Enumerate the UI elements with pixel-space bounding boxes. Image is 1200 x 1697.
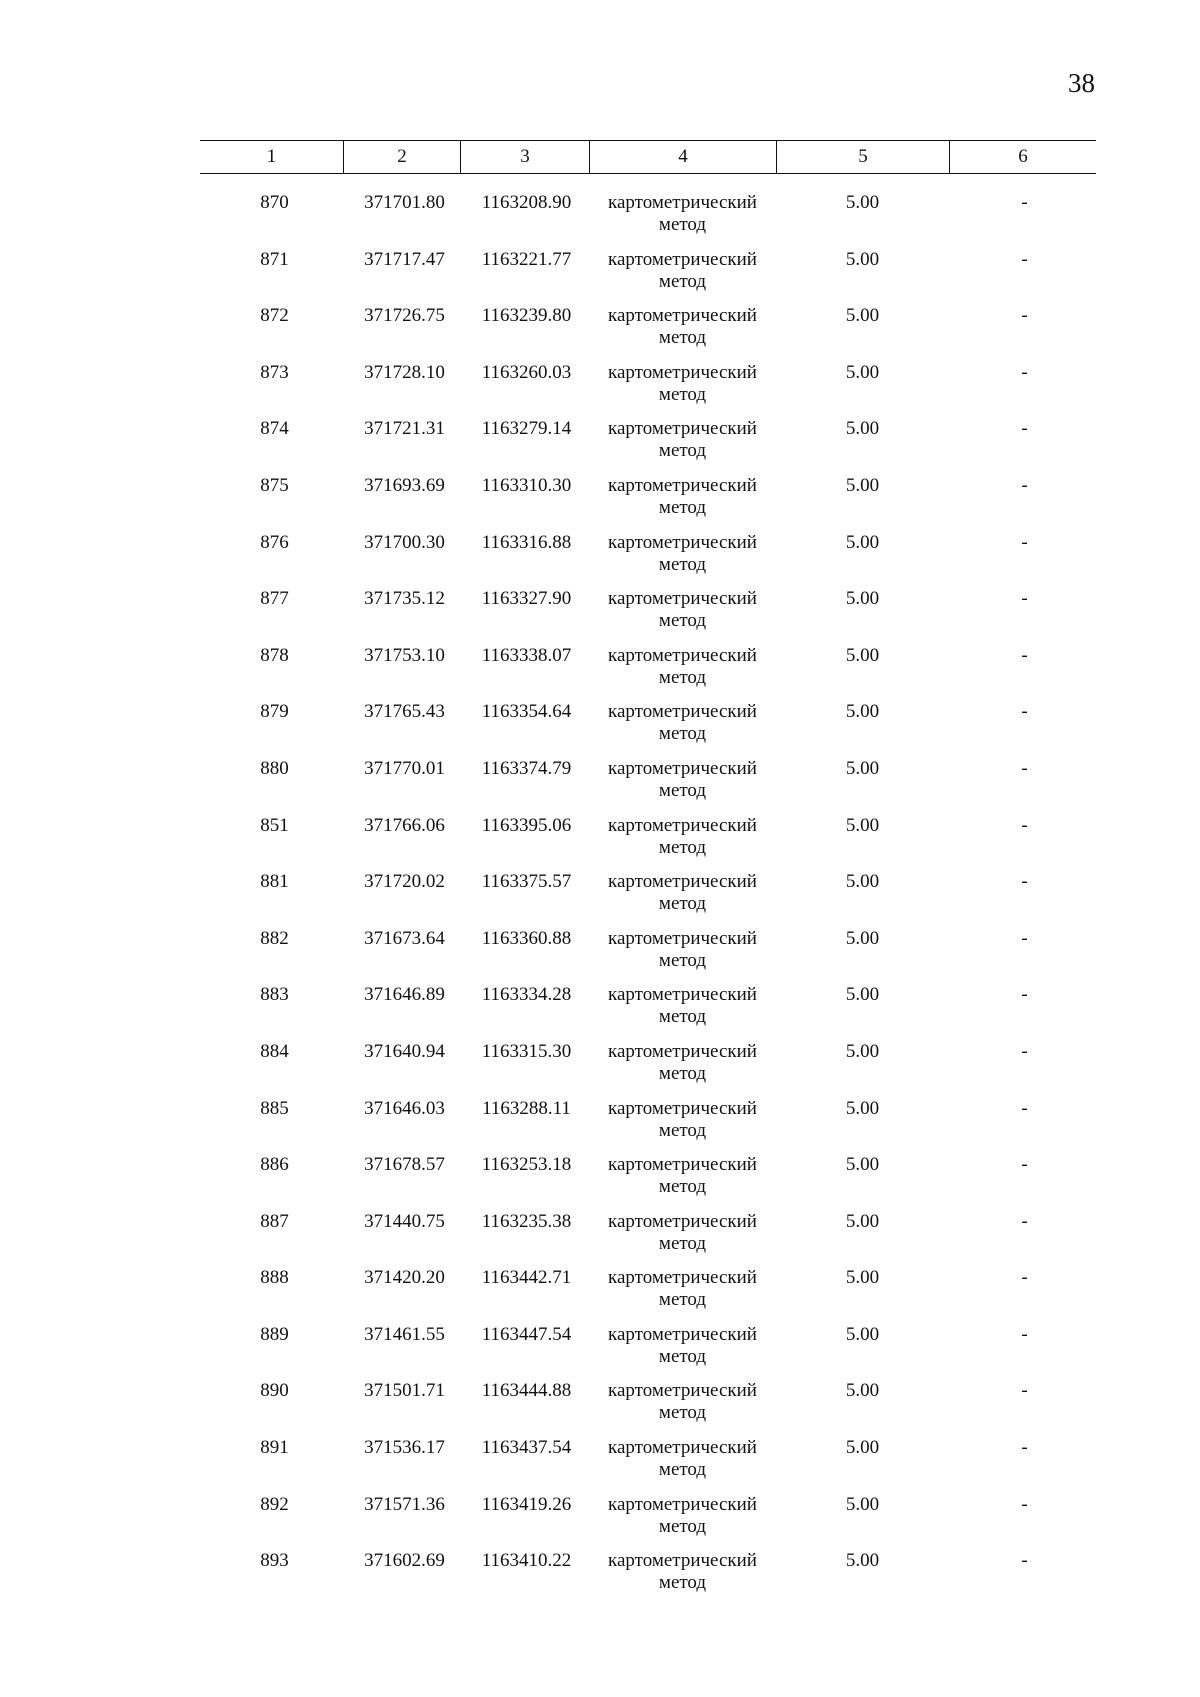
method-line-1: картометрический — [608, 984, 757, 1006]
method-line-2: метод — [658, 553, 707, 575]
table-row — [200, 1098, 1096, 1155]
method-line-1: картометрический — [608, 531, 757, 553]
table-row — [200, 928, 1096, 985]
method-cell — [589, 532, 776, 589]
header-cell-3: 3 — [460, 141, 589, 173]
method-line-2: метод — [658, 1572, 707, 1594]
note-value: - — [1021, 192, 1028, 213]
point-number: 878 — [260, 644, 289, 666]
header-cell-1: 1 — [266, 146, 277, 167]
y-coordinate: 1163327.90 — [481, 588, 572, 610]
note-value: - — [1021, 361, 1028, 383]
x-coordinate: 371571.36 — [364, 1493, 445, 1515]
method-line-2: метод — [658, 383, 707, 405]
method-line-1: картометрический — [608, 588, 757, 610]
point-number: 893 — [260, 1550, 289, 1572]
method-line-1: картометрический — [608, 1323, 757, 1345]
method-line-2: метод — [658, 440, 707, 462]
point-number: 888 — [260, 1267, 289, 1289]
x-coordinate: 371717.47 — [364, 248, 445, 270]
method-cell — [589, 984, 776, 1041]
method-cell — [589, 1267, 776, 1324]
note-value: - — [1021, 1437, 1028, 1459]
method-line-1: картометрический — [608, 701, 757, 723]
note-value: - — [1021, 701, 1028, 723]
accuracy-value: 5.00 — [845, 1210, 880, 1232]
method-line-1: картометрический — [608, 814, 757, 836]
table-row — [200, 249, 1096, 306]
point-number: 891 — [260, 1437, 289, 1459]
table-row — [200, 588, 1096, 645]
point-number: 884 — [260, 1040, 289, 1062]
note-value: - — [1021, 1267, 1028, 1289]
y-coordinate: 1163447.54 — [481, 1323, 572, 1345]
note-value: - — [1021, 1210, 1028, 1232]
method-cell — [589, 249, 776, 306]
note-value: - — [1021, 984, 1028, 1006]
method-cell — [589, 1380, 776, 1437]
y-coordinate: 1163315.30 — [481, 1040, 572, 1062]
y-coordinate: 1163334.28 — [481, 984, 572, 1006]
point-number: 871 — [260, 248, 289, 270]
method-cell — [589, 701, 776, 758]
method-cell — [589, 645, 776, 702]
accuracy-value: 5.00 — [845, 814, 880, 836]
note-value: - — [1021, 1550, 1028, 1572]
method-line-1: картометрический — [608, 1380, 757, 1402]
note-value: - — [1021, 248, 1028, 270]
y-coordinate: 1163260.03 — [481, 361, 572, 383]
method-line-1: картометрический — [608, 1097, 757, 1119]
method-line-1: картометрический — [608, 644, 757, 666]
method-cell — [589, 1437, 776, 1494]
method-line-2: метод — [658, 610, 707, 632]
method-cell — [589, 871, 776, 928]
method-cell — [589, 1494, 776, 1551]
method-line-1: картометрический — [608, 1437, 757, 1459]
accuracy-value: 5.00 — [845, 1550, 880, 1572]
accuracy-value: 5.00 — [845, 474, 880, 496]
note-value: - — [1021, 418, 1028, 440]
x-coordinate: 371753.10 — [364, 644, 445, 666]
point-number: 873 — [260, 361, 289, 383]
method-line-2: метод — [658, 1345, 707, 1367]
point-number: 870 — [260, 192, 289, 213]
note-value: - — [1021, 757, 1028, 779]
point-number: 887 — [260, 1210, 289, 1232]
table-body — [200, 192, 1096, 1607]
table-row — [200, 1154, 1096, 1211]
y-coordinate: 1163279.14 — [481, 418, 572, 440]
note-value: - — [1021, 1154, 1028, 1176]
table-row — [200, 871, 1096, 928]
note-value: - — [1021, 1493, 1028, 1515]
x-coordinate: 371726.75 — [364, 305, 445, 327]
method-line-1: картометрический — [608, 1493, 757, 1515]
x-coordinate: 371420.20 — [364, 1267, 445, 1289]
x-coordinate: 371440.75 — [364, 1210, 445, 1232]
point-number: 851 — [260, 814, 289, 836]
method-line-2: метод — [658, 1119, 707, 1141]
method-line-2: метод — [658, 1289, 707, 1311]
method-cell — [589, 305, 776, 362]
method-line-1: картометрический — [608, 192, 757, 213]
point-number: 890 — [260, 1380, 289, 1402]
x-coordinate: 371678.57 — [364, 1154, 445, 1176]
x-coordinate: 371646.03 — [364, 1097, 445, 1119]
table-row — [200, 1324, 1096, 1381]
accuracy-value: 5.00 — [845, 248, 880, 270]
method-line-2: метод — [658, 893, 707, 915]
method-cell — [589, 475, 776, 532]
accuracy-value: 5.00 — [845, 361, 880, 383]
point-number: 879 — [260, 701, 289, 723]
x-coordinate: 371721.31 — [364, 418, 445, 440]
table-row — [200, 645, 1096, 702]
point-number: 882 — [260, 927, 289, 949]
point-number: 886 — [260, 1154, 289, 1176]
y-coordinate: 1163221.77 — [481, 248, 572, 270]
y-coordinate: 1163338.07 — [481, 644, 572, 666]
table-row — [200, 1437, 1096, 1494]
method-line-2: метод — [658, 836, 707, 858]
note-value: - — [1021, 644, 1028, 666]
method-cell — [589, 1324, 776, 1381]
note-value: - — [1021, 474, 1028, 496]
accuracy-value: 5.00 — [845, 192, 880, 213]
table-row — [200, 1380, 1096, 1437]
y-coordinate: 1163310.30 — [481, 474, 572, 496]
point-number: 880 — [260, 757, 289, 779]
y-coordinate: 1163253.18 — [481, 1154, 572, 1176]
page-number: 38 — [1068, 68, 1095, 98]
y-coordinate: 1163360.88 — [481, 927, 572, 949]
method-cell — [589, 1550, 776, 1607]
method-line-1: картометрический — [608, 927, 757, 949]
accuracy-value: 5.00 — [845, 588, 880, 610]
method-line-2: метод — [658, 949, 707, 971]
method-line-1: картометрический — [608, 1550, 757, 1572]
method-line-1: картометрический — [608, 1267, 757, 1289]
note-value: - — [1021, 588, 1028, 610]
point-number: 872 — [260, 305, 289, 327]
point-number: 876 — [260, 531, 289, 553]
x-coordinate: 371728.10 — [364, 361, 445, 383]
accuracy-value: 5.00 — [845, 1380, 880, 1402]
method-line-2: метод — [658, 1006, 707, 1028]
accuracy-value: 5.00 — [845, 871, 880, 893]
method-line-2: метод — [658, 1232, 707, 1254]
x-coordinate: 371765.43 — [364, 701, 445, 723]
accuracy-value: 5.00 — [845, 927, 880, 949]
x-coordinate: 371766.06 — [364, 814, 445, 836]
method-line-2: метод — [658, 327, 707, 349]
method-cell — [589, 1098, 776, 1155]
x-coordinate: 371735.12 — [364, 588, 445, 610]
y-coordinate: 1163354.64 — [481, 701, 572, 723]
method-cell — [589, 362, 776, 419]
accuracy-value: 5.00 — [845, 418, 880, 440]
point-number: 883 — [260, 984, 289, 1006]
method-line-2: метод — [658, 1459, 707, 1481]
header-cell-5: 5 — [776, 141, 949, 173]
method-cell — [589, 928, 776, 985]
method-line-1: картометрический — [608, 361, 757, 383]
y-coordinate: 1163316.88 — [481, 531, 572, 553]
accuracy-value: 5.00 — [845, 531, 880, 553]
method-cell — [589, 1211, 776, 1268]
table-row — [200, 984, 1096, 1041]
y-coordinate: 1163288.11 — [482, 1097, 571, 1119]
accuracy-value: 5.00 — [845, 1323, 880, 1345]
header-cell-6: 6 — [949, 141, 1096, 173]
y-coordinate: 1163437.54 — [481, 1437, 572, 1459]
x-coordinate: 371602.69 — [364, 1550, 445, 1572]
note-value: - — [1021, 927, 1028, 949]
accuracy-value: 5.00 — [845, 757, 880, 779]
x-coordinate: 371501.71 — [364, 1380, 445, 1402]
y-coordinate: 1163235.38 — [481, 1210, 572, 1232]
note-value: - — [1021, 1040, 1028, 1062]
table-row — [200, 815, 1096, 872]
x-coordinate: 371720.02 — [364, 871, 445, 893]
y-coordinate: 1163239.80 — [481, 305, 572, 327]
note-value: - — [1021, 1323, 1028, 1345]
method-line-1: картометрический — [608, 871, 757, 893]
x-coordinate: 371536.17 — [364, 1437, 445, 1459]
accuracy-value: 5.00 — [845, 984, 880, 1006]
accuracy-value: 5.00 — [845, 1097, 880, 1119]
x-coordinate: 371640.94 — [364, 1040, 445, 1062]
table-row — [200, 701, 1096, 758]
accuracy-value: 5.00 — [845, 305, 880, 327]
method-cell — [589, 588, 776, 645]
method-line-1: картометрический — [608, 1154, 757, 1176]
method-line-2: метод — [658, 779, 707, 801]
method-line-1: картометрический — [608, 305, 757, 327]
x-coordinate: 371701.80 — [364, 192, 445, 213]
y-coordinate: 1163419.26 — [481, 1493, 572, 1515]
method-line-2: метод — [658, 1062, 707, 1084]
table-row — [200, 305, 1096, 362]
header-cell-2: 2 — [343, 141, 460, 173]
accuracy-value: 5.00 — [845, 644, 880, 666]
note-value: - — [1021, 871, 1028, 893]
header-cell-4: 4 — [589, 141, 776, 173]
method-line-2: метод — [658, 1176, 707, 1198]
y-coordinate: 1163208.90 — [481, 192, 572, 213]
x-coordinate: 371770.01 — [364, 757, 445, 779]
x-coordinate: 371646.89 — [364, 984, 445, 1006]
accuracy-value: 5.00 — [845, 1040, 880, 1062]
table-row — [200, 1494, 1096, 1551]
point-number: 874 — [260, 418, 289, 440]
accuracy-value: 5.00 — [845, 1267, 880, 1289]
x-coordinate: 371700.30 — [364, 531, 445, 553]
note-value: - — [1021, 814, 1028, 836]
point-number: 877 — [260, 588, 289, 610]
method-cell — [589, 758, 776, 815]
method-line-1: картометрический — [608, 757, 757, 779]
table-row — [200, 532, 1096, 589]
accuracy-value: 5.00 — [845, 1437, 880, 1459]
method-line-2: метод — [658, 1402, 707, 1424]
accuracy-value: 5.00 — [845, 1493, 880, 1515]
table-header — [200, 140, 1096, 174]
point-number: 881 — [260, 871, 289, 893]
method-cell — [589, 418, 776, 475]
method-line-1: картометрический — [608, 248, 757, 270]
method-cell — [589, 1041, 776, 1098]
x-coordinate: 371693.69 — [364, 474, 445, 496]
note-value: - — [1021, 1380, 1028, 1402]
y-coordinate: 1163374.79 — [481, 757, 572, 779]
accuracy-value: 5.00 — [845, 1154, 880, 1176]
method-line-1: картометрический — [608, 418, 757, 440]
y-coordinate: 1163395.06 — [481, 814, 572, 836]
method-line-2: метод — [658, 214, 707, 235]
table-row — [200, 1211, 1096, 1268]
x-coordinate: 371673.64 — [364, 927, 445, 949]
method-line-1: картометрический — [608, 1210, 757, 1232]
y-coordinate: 1163410.22 — [481, 1550, 572, 1572]
method-line-2: метод — [658, 723, 707, 745]
x-coordinate: 371461.55 — [364, 1323, 445, 1345]
table-row — [200, 192, 1096, 249]
accuracy-value: 5.00 — [845, 701, 880, 723]
method-cell — [589, 192, 776, 249]
table-row — [200, 1267, 1096, 1324]
note-value: - — [1021, 1097, 1028, 1119]
method-cell — [589, 815, 776, 872]
y-coordinate: 1163442.71 — [481, 1267, 572, 1289]
point-number: 885 — [260, 1097, 289, 1119]
point-number: 889 — [260, 1323, 289, 1345]
method-line-2: метод — [658, 270, 707, 292]
method-line-1: картометрический — [608, 1040, 757, 1062]
table-row — [200, 475, 1096, 532]
point-number: 875 — [260, 474, 289, 496]
table-row — [200, 1041, 1096, 1098]
table-row — [200, 1550, 1096, 1607]
table-row — [200, 758, 1096, 815]
table-row — [200, 362, 1096, 419]
method-line-2: метод — [658, 1515, 707, 1537]
method-line-2: метод — [658, 496, 707, 518]
method-line-1: картометрический — [608, 474, 757, 496]
y-coordinate: 1163375.57 — [481, 871, 572, 893]
note-value: - — [1021, 531, 1028, 553]
point-number: 892 — [260, 1493, 289, 1515]
method-cell — [589, 1154, 776, 1211]
table-row — [200, 418, 1096, 475]
method-line-2: метод — [658, 666, 707, 688]
note-value: - — [1021, 305, 1028, 327]
y-coordinate: 1163444.88 — [481, 1380, 572, 1402]
